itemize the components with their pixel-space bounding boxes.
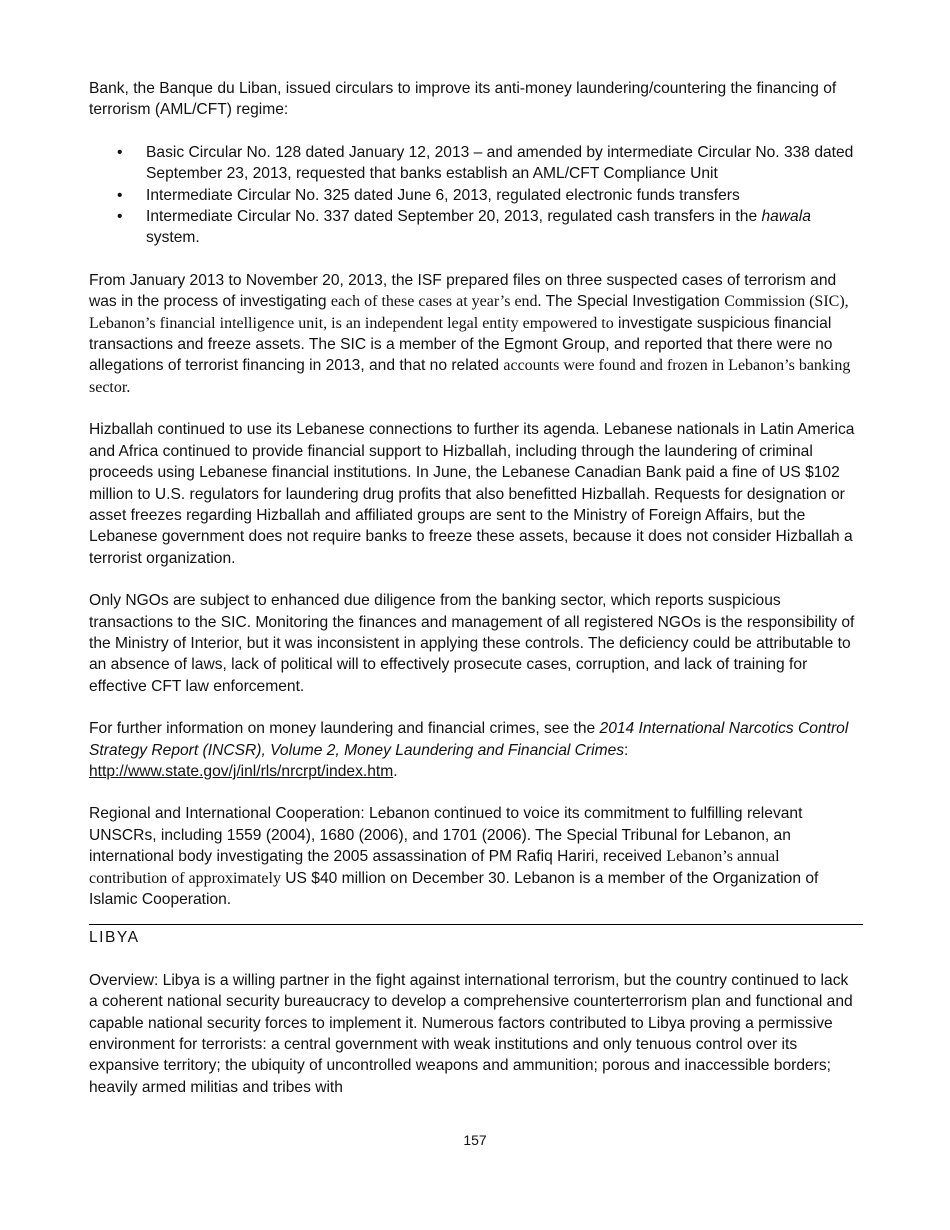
further-text: For further information on money laundering and financial crimes, see the (89, 720, 600, 738)
list-item-italic-term: hawala (761, 208, 811, 226)
ngos-paragraph: Only NGOs are subject to enhanced due diligence from the banking sector, which reports suspicious transactions to the SIC. Monitoring the finances and management of all registered NGOs is the responsibility of the Ministry of Interior, but it was inconsistent in applying these controls. The deficiency could be attributable to an absence of laws, lack of political will to effectively prosecute cases, corruption, and lack of training for effective CFT law enforcement. (89, 592, 855, 695)
list-item-text: Intermediate Circular No. 337 dated September 20, 2013, regulated cash transfers in the (146, 208, 762, 226)
intro-paragraph: Bank, the Banque du Liban, issued circulars to improve its anti-money laundering/countering the financing of terrorism (AML/CFT) regime: (89, 80, 837, 119)
isf-text-1: From January 2013 to November 20, 2013, the ISF prepared files on three suspected cases of terrorism and was in the process of investigating (89, 271, 837, 311)
list-item-text-end: system. (146, 229, 200, 247)
isf-text-3: The Special Investigation (541, 293, 725, 311)
isf-text-4: Commission (SIC), Lebanon’s financial intelligence unit, is an independent legal entity empowered to (89, 293, 849, 332)
page-number: 157 (463, 1132, 487, 1148)
report-title: 2014 International Narcotics Control Strategy Report (INCSR), Volume 2, Money Laundering and Financial Crimes (89, 720, 849, 759)
overview-heading: Overview: (89, 971, 159, 989)
list-item (89, 206, 861, 249)
regional-text-3: US $40 million on December 30. Lebanon is a member of the Organization of Islamic Cooperation. (89, 869, 819, 908)
report-link[interactable]: http://www.state.gov/j/inl/rls/nrcrpt/index.htm (89, 762, 394, 780)
document-page (89, 78, 861, 1098)
isf-text-2: each of these cases at year’s end. (330, 293, 542, 311)
regional-text-2: Lebanon’s annual contribution of approximately (89, 848, 780, 887)
list-item (89, 185, 861, 206)
further-info-paragraph (89, 718, 861, 782)
further-period: . (393, 762, 398, 780)
isf-text-6: accounts were found and frozen in Lebanon’s banking sector. (89, 357, 851, 396)
regional-heading: Regional and International Cooperation: (89, 805, 365, 823)
bullet-icon: • (117, 186, 123, 204)
regional-cooperation-paragraph (89, 803, 861, 910)
overview-text: Libya is a willing partner in the fight against international terrorism, but the country continued to lack a coherent national security bureaucracy to develop a comprehensive counterterrorism plan and functional and capable national security forces to implement it. Numerous factors contributed to Libya proving a permissive environment for terrorists: a central government with weak institutions and only tenuous control over its expansive territory; the ubiquity of uncontrolled weapons and ammunition; porous and inaccessible borders; heavily armed militias and tribes with (89, 971, 853, 1096)
bullet-icon: • (117, 143, 123, 161)
bullet-icon: • (117, 208, 123, 226)
section-divider (89, 924, 863, 925)
further-colon: : (624, 741, 629, 759)
list-item (89, 142, 861, 185)
section-title: LIBYA (89, 929, 140, 947)
isf-text-5: investigate suspicious financial transactions and freeze assets. The SIC is a member of the Egmont Group, and reported that there were no allegations of terrorist financing in 2013, and that no related (89, 314, 833, 375)
circulars-list (89, 142, 861, 249)
hizballah-paragraph: Hizballah continued to use its Lebanese connections to further its agenda. Lebanese nationals in Latin America and Africa continued to provide financial support to Hizballah, including through the laundering of criminal proceeds using Lebanese financial institutions. In June, the Lebanese Canadian Bank paid a fine of US $102 million to U.S. regulators for laundering drug profits that also benefitted Hizballah. Requests for designation or asset freezes regarding Hizballah and affiliated groups are sent to the Ministry of Foreign Affairs, but the Lebanese government does not require banks to freeze these assets, because it does not consider Hizballah a terrorist organization. (89, 421, 855, 567)
list-item-text: Basic Circular No. 128 dated January 12, 2013 – and amended by intermediate Circular No. 338 dated September 23, 2013, requested that banks establish an AML/CFT Compliance Unit (146, 143, 854, 183)
list-item-text: Intermediate Circular No. 325 dated June 6, 2013, regulated electronic funds transfers (146, 186, 740, 204)
overview-paragraph (89, 970, 861, 1098)
isf-paragraph (89, 270, 861, 398)
regional-text-1: Lebanon continued to voice its commitment to fulfilling relevant UNSCRs, including 1559 (2004), 1680 (2006), and 1701 (2006). The Special Tribunal for Lebanon, an international body investigating the 2005 assassination of PM Rafiq Hariri, received (89, 805, 803, 866)
